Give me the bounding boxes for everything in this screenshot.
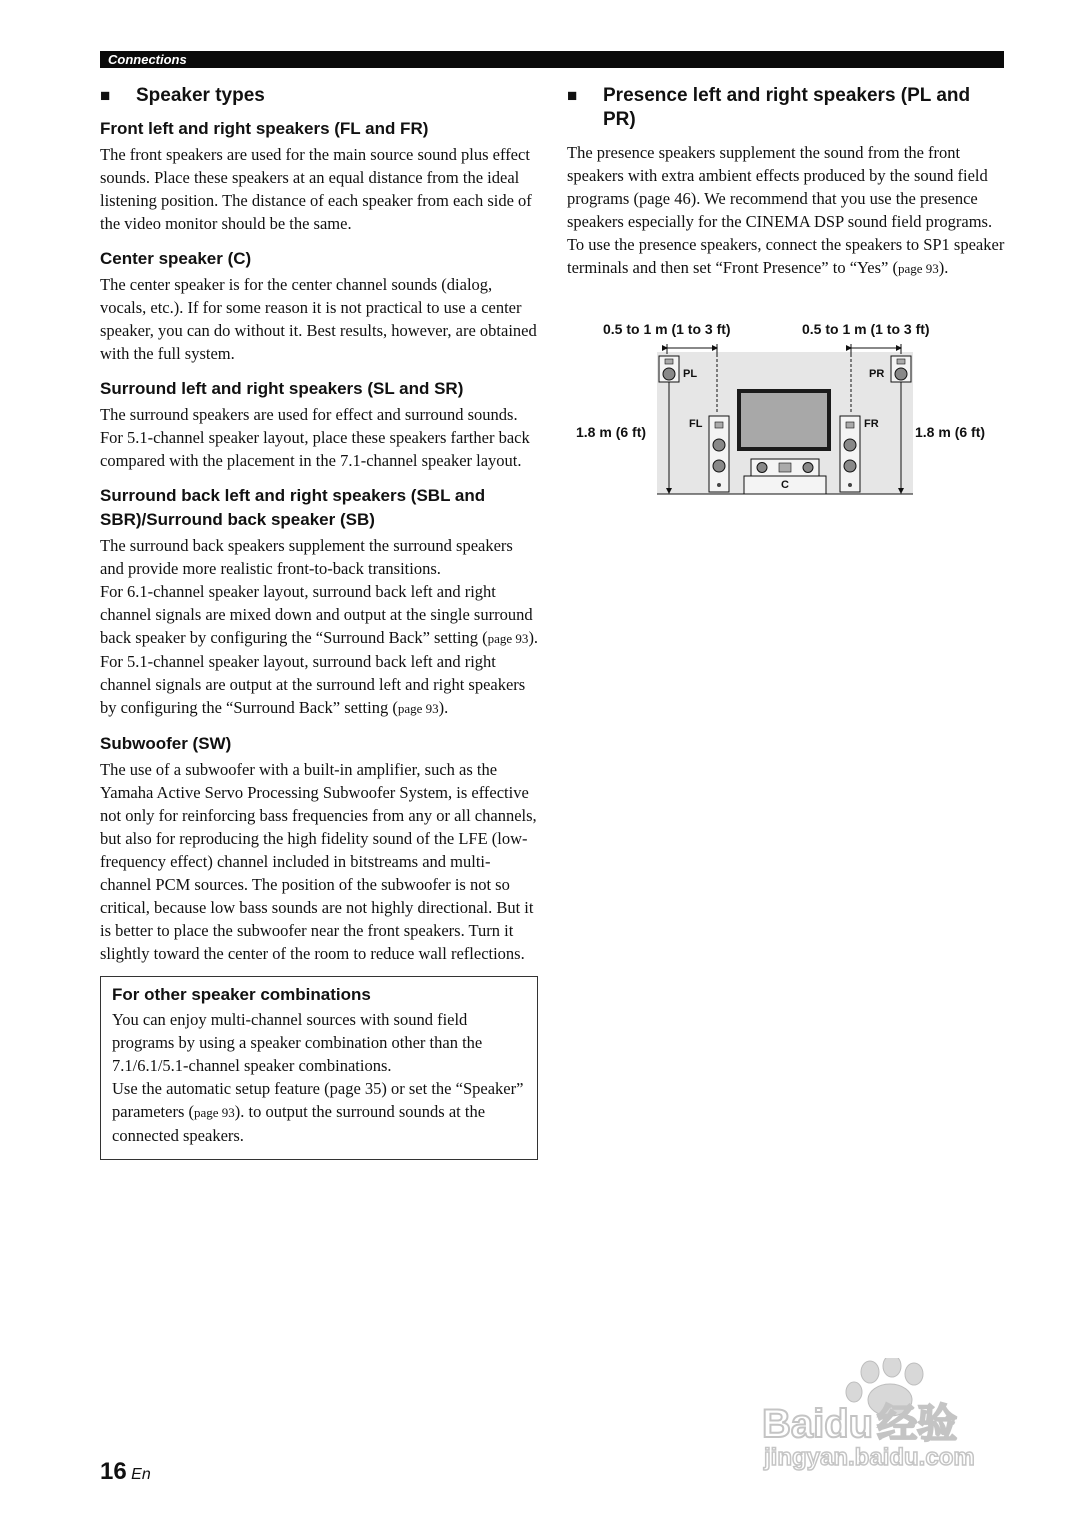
note-body-1: You can enjoy multi-channel sources with sound field programs by using a speaker combination other than the 7.1/6.1/5.1-channel speaker combinations. — [112, 1010, 483, 1075]
square-bullet-icon: ■ — [567, 86, 578, 105]
baidu-watermark — [760, 1358, 1010, 1478]
surround-speakers-body-1: The surround speakers are used for effect and surround sounds. — [100, 405, 518, 424]
watermark-url: jingyan.baidu.com — [764, 1444, 975, 1471]
subwoofer-body: The use of a subwoofer with a built-in amplifier, such as the Yamaha Active Servo Processing Subwoofer System, is effective not only for reinforcing bass frequencies from any or all channels, but also for reproducing the high fidelity sound of the LFE (low-frequency effect) channel included in bitstreams and multi-channel PCM sources. The position of the subwoofer is not so critical, because low bass sounds are not highly directional. But it is better to place the subwoofer near the front speakers. Turn it slightly toward the center of the room to reduce wall reflections. — [100, 760, 537, 963]
presence-speaker-layout-diagram — [567, 314, 1007, 504]
page-ref-link[interactable]: page 93 — [897, 261, 939, 276]
right-column — [567, 84, 1007, 280]
right-height-label: 1.8 m (6 ft) — [915, 424, 986, 440]
page-ref-link[interactable]: page 93 — [194, 1105, 235, 1120]
presence-speakers-body: The presence speakers supplement the sound from the front speakers with extra ambient effects produced by the sound field programs (page 46). We recommend that you use the presence speakers especially for the CINEMA DSP sound field programs. To use the presence speakers, connect the speakers to SP1 speaker terminals and then set “Front Presence” to “Yes” (page 93). — [567, 143, 1005, 277]
speaker-types-title-text: Speaker types — [136, 85, 265, 106]
subwoofer-heading: Subwoofer (SW) — [100, 734, 232, 753]
left-distance-label: 0.5 to 1 m (1 to 3 ft) — [603, 321, 731, 337]
presence-speakers-title-text: Presence left and right speakers (PL and PR) — [603, 85, 971, 130]
section-header-label: Connections — [108, 52, 187, 67]
surround-back-body-3: For 5.1-channel speaker layout, surround back left and right channel signals are output at the surround left and right speakers by configuring the “Surround Back” setting (page 93). — [100, 652, 526, 717]
speaker-types-title — [100, 84, 540, 108]
left-height-label: 1.8 m (6 ft) — [576, 424, 647, 440]
fr-label: FR — [864, 418, 879, 430]
center-speaker-body: The center speaker is for the center channel sounds (dialog, vocals, etc.). If for some reason it is not practical to use a center speaker, you can do without it. Best results, however, are obtained with the full system. — [100, 275, 537, 363]
surround-back-heading: Surround back left and right speakers (SBL and SBR)/Surround back speaker (SB) — [100, 486, 486, 529]
front-speakers-body: The front speakers are used for the main source sound plus effect sounds. Place these speakers at an equal distance from the ideal listening position. The distance of each speaker from each side of the video monitor should be the same. — [100, 145, 532, 233]
presence-speakers-title — [567, 84, 1007, 132]
surround-speakers-body-2: For 5.1-channel speaker layout, place these speakers farther back compared with the placement in the 7.1-channel speaker layout. — [100, 428, 530, 470]
page-number-value: 16 — [100, 1458, 127, 1485]
page-number — [100, 1458, 151, 1486]
square-bullet-icon: ■ — [100, 86, 111, 105]
layout-diagram-svg — [567, 314, 1007, 504]
c-label: C — [781, 479, 789, 491]
surround-speakers-heading: Surround left and right speakers (SL and SR) — [100, 379, 464, 398]
pl-label: PL — [683, 368, 698, 380]
other-combinations-note — [100, 976, 538, 1160]
page-ref-link[interactable]: page 93 — [397, 701, 439, 716]
section-header-bar — [100, 51, 1004, 68]
note-body-2: Use the automatic setup feature (page 35) or set the “Speaker” parameters (page 93). to output the surround sounds at the connected speakers. — [112, 1079, 524, 1145]
note-heading: For other speaker combinations — [112, 985, 371, 1004]
front-speakers-heading: Front left and right speakers (FL and FR) — [100, 119, 429, 138]
center-speaker-heading: Center speaker (C) — [100, 249, 252, 268]
page-language: En — [131, 1466, 151, 1483]
page-ref-link[interactable]: page 93 — [487, 631, 529, 646]
watermark-brand: Baidu 经验 — [762, 1402, 958, 1446]
right-distance-label: 0.5 to 1 m (1 to 3 ft) — [802, 321, 930, 337]
pr-label: PR — [869, 368, 885, 380]
left-column — [100, 84, 540, 1160]
surround-back-body-2: For 6.1-channel speaker layout, surround back left and right channel signals are mixed down and output at the single surround back speaker by configuring the “Surround Back” setting (page 93). — [100, 582, 539, 647]
surround-back-body-1: The surround back speakers supplement the surround speakers and provide more realistic front-to-back transitions. — [100, 536, 513, 578]
fl-label: FL — [689, 418, 703, 430]
